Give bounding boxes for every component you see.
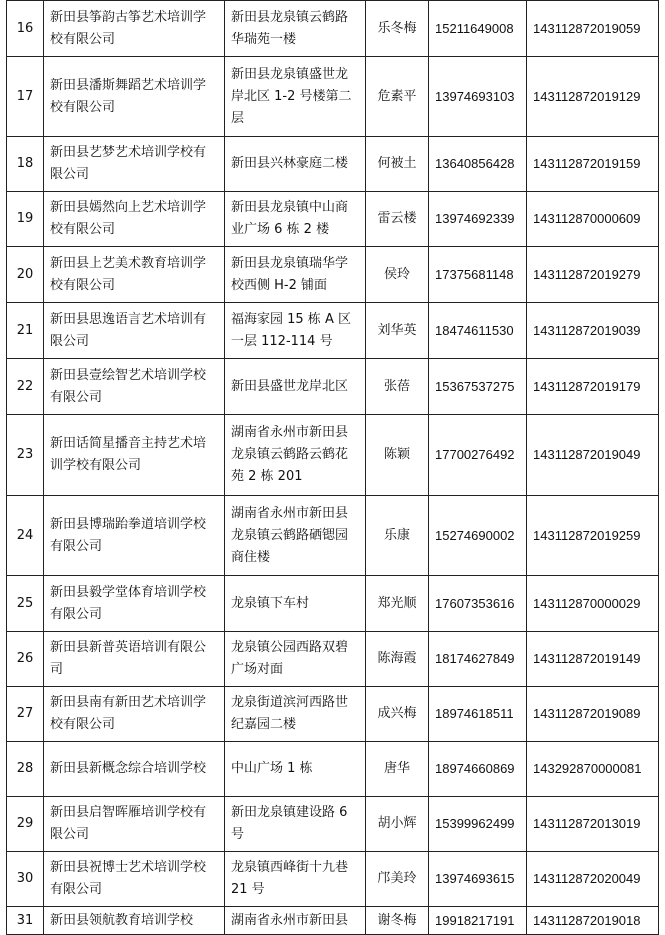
table-row	[7, 192, 659, 247]
row-number: 27	[7, 687, 44, 742]
school-address: 新田县龙泉镇云鹤路华瑞苑一楼	[225, 1, 366, 57]
license-number: 143112872019159	[527, 137, 659, 192]
school-address: 新田县兴林豪庭二楼	[225, 137, 366, 192]
contact-person: 陈海霞	[366, 632, 429, 687]
row-number: 29	[7, 797, 44, 852]
phone-number: 19918217191	[429, 907, 527, 935]
table-row	[7, 742, 659, 797]
school-address: 中山广场 1 栋	[225, 742, 366, 797]
contact-person: 成兴梅	[366, 687, 429, 742]
contact-person: 陈颖	[366, 415, 429, 496]
school-name: 新田县嫣然向上艺术培训学校有限公司	[44, 192, 225, 247]
school-name: 新田县南有新田艺术培训学校有限公司	[44, 687, 225, 742]
school-name: 新田县筝韵古筝艺术培训学校有限公司	[44, 1, 225, 57]
table-row	[7, 576, 659, 632]
school-name: 新田话简星播音主持艺术培训学校有限公司	[44, 415, 225, 496]
license-number: 143112872013019	[527, 797, 659, 852]
contact-person: 危素平	[366, 57, 429, 137]
school-name: 新田县壹绘智艺术培训学校有限公司	[44, 359, 225, 415]
table-body	[7, 1, 659, 935]
phone-number: 18974618511	[429, 687, 527, 742]
contact-person: 何被土	[366, 137, 429, 192]
school-name: 新田县思逸语言艺术培训有限公司	[44, 303, 225, 359]
row-number: 24	[7, 496, 44, 576]
license-number: 143292870000081	[527, 742, 659, 797]
school-address: 福海家园 15 栋 A 区一层 112-114 号	[225, 303, 366, 359]
phone-number: 13974693103	[429, 57, 527, 137]
phone-number: 15399962499	[429, 797, 527, 852]
contact-person: 乐康	[366, 496, 429, 576]
row-number: 23	[7, 415, 44, 496]
row-number: 22	[7, 359, 44, 415]
school-name: 新田县上艺美术教育培训学校有限公司	[44, 247, 225, 303]
row-number: 30	[7, 852, 44, 907]
phone-number: 15367537275	[429, 359, 527, 415]
row-number: 21	[7, 303, 44, 359]
row-number: 28	[7, 742, 44, 797]
school-name: 新田县博瑞跆拳道培训学校有限公司	[44, 496, 225, 576]
school-address: 龙泉镇下车村	[225, 576, 366, 632]
table-row	[7, 632, 659, 687]
school-address: 湖南省永州市新田县	[225, 907, 366, 935]
table-row	[7, 415, 659, 496]
school-address: 新田龙泉镇建设路 6 号	[225, 797, 366, 852]
contact-person: 谢冬梅	[366, 907, 429, 935]
school-address: 湖南省永州市新田县龙泉镇云鹤路硒锶园商住楼	[225, 496, 366, 576]
row-number: 18	[7, 137, 44, 192]
license-number: 143112872019059	[527, 1, 659, 57]
phone-number: 17375681148	[429, 247, 527, 303]
phone-number: 13974692339	[429, 192, 527, 247]
phone-number: 18174627849	[429, 632, 527, 687]
school-address: 龙泉镇公园西路双碧广场对面	[225, 632, 366, 687]
phone-number: 17700276492	[429, 415, 527, 496]
school-address: 新田县龙泉镇中山商业广场 6 栋 2 楼	[225, 192, 366, 247]
school-address: 龙泉街道滨河西路世纪嘉园二楼	[225, 687, 366, 742]
license-number: 143112872019149	[527, 632, 659, 687]
contact-person: 侯玲	[366, 247, 429, 303]
row-number: 25	[7, 576, 44, 632]
license-number: 143112872019039	[527, 303, 659, 359]
table-row	[7, 1, 659, 57]
row-number: 20	[7, 247, 44, 303]
phone-number: 15274690002	[429, 496, 527, 576]
school-address: 新田县龙泉镇瑞华学校西侧 H-2 铺面	[225, 247, 366, 303]
table-row	[7, 687, 659, 742]
contact-person: 张蓓	[366, 359, 429, 415]
school-name: 新田县艺梦艺术培训学校有限公司	[44, 137, 225, 192]
school-name: 新田县新普英语培训有限公司	[44, 632, 225, 687]
table-row	[7, 137, 659, 192]
license-number: 143112870000609	[527, 192, 659, 247]
document-page	[6, 0, 658, 935]
license-number: 143112872019129	[527, 57, 659, 137]
training-schools-table	[6, 0, 659, 935]
phone-number: 18974660869	[429, 742, 527, 797]
row-number: 16	[7, 1, 44, 57]
school-name: 新田县领航教育培训学校	[44, 907, 225, 935]
table-row	[7, 247, 659, 303]
contact-person: 唐华	[366, 742, 429, 797]
school-name: 新田县毅学堂体育培训学校有限公司	[44, 576, 225, 632]
phone-number: 13974693615	[429, 852, 527, 907]
row-number: 17	[7, 57, 44, 137]
license-number: 143112872020049	[527, 852, 659, 907]
phone-number: 15211649008	[429, 1, 527, 57]
license-number: 143112872019279	[527, 247, 659, 303]
license-number: 143112872019179	[527, 359, 659, 415]
contact-person: 胡小辉	[366, 797, 429, 852]
row-number: 26	[7, 632, 44, 687]
phone-number: 17607353616	[429, 576, 527, 632]
school-address: 龙泉镇西峰街十九巷 21 号	[225, 852, 366, 907]
contact-person: 雷云楼	[366, 192, 429, 247]
contact-person: 郑光顺	[366, 576, 429, 632]
contact-person: 邝美玲	[366, 852, 429, 907]
table-row	[7, 797, 659, 852]
table-row	[7, 359, 659, 415]
school-name: 新田县祝博士艺术培训学校有限公司	[44, 852, 225, 907]
license-number: 143112872019259	[527, 496, 659, 576]
school-name: 新田县潘斯舞蹈艺术培训学校有限公司	[44, 57, 225, 137]
table-row	[7, 907, 659, 935]
row-number: 19	[7, 192, 44, 247]
contact-person: 乐冬梅	[366, 1, 429, 57]
license-number: 143112872019018	[527, 907, 659, 935]
school-name: 新田县启智晖雁培训学校有限公司	[44, 797, 225, 852]
school-address: 湖南省永州市新田县龙泉镇云鹤路云鹤花苑 2 栋 201	[225, 415, 366, 496]
row-number: 31	[7, 907, 44, 935]
license-number: 143112872019049	[527, 415, 659, 496]
phone-number: 18474611530	[429, 303, 527, 359]
school-address: 新田县盛世龙岸北区	[225, 359, 366, 415]
table-row	[7, 303, 659, 359]
school-address: 新田县龙泉镇盛世龙岸北区 1-2 号楼第二层	[225, 57, 366, 137]
table-row	[7, 57, 659, 137]
table-row	[7, 852, 659, 907]
license-number: 143112870000029	[527, 576, 659, 632]
contact-person: 刘华英	[366, 303, 429, 359]
license-number: 143112872019089	[527, 687, 659, 742]
phone-number: 13640856428	[429, 137, 527, 192]
table-row	[7, 496, 659, 576]
school-name: 新田县新概念综合培训学校	[44, 742, 225, 797]
